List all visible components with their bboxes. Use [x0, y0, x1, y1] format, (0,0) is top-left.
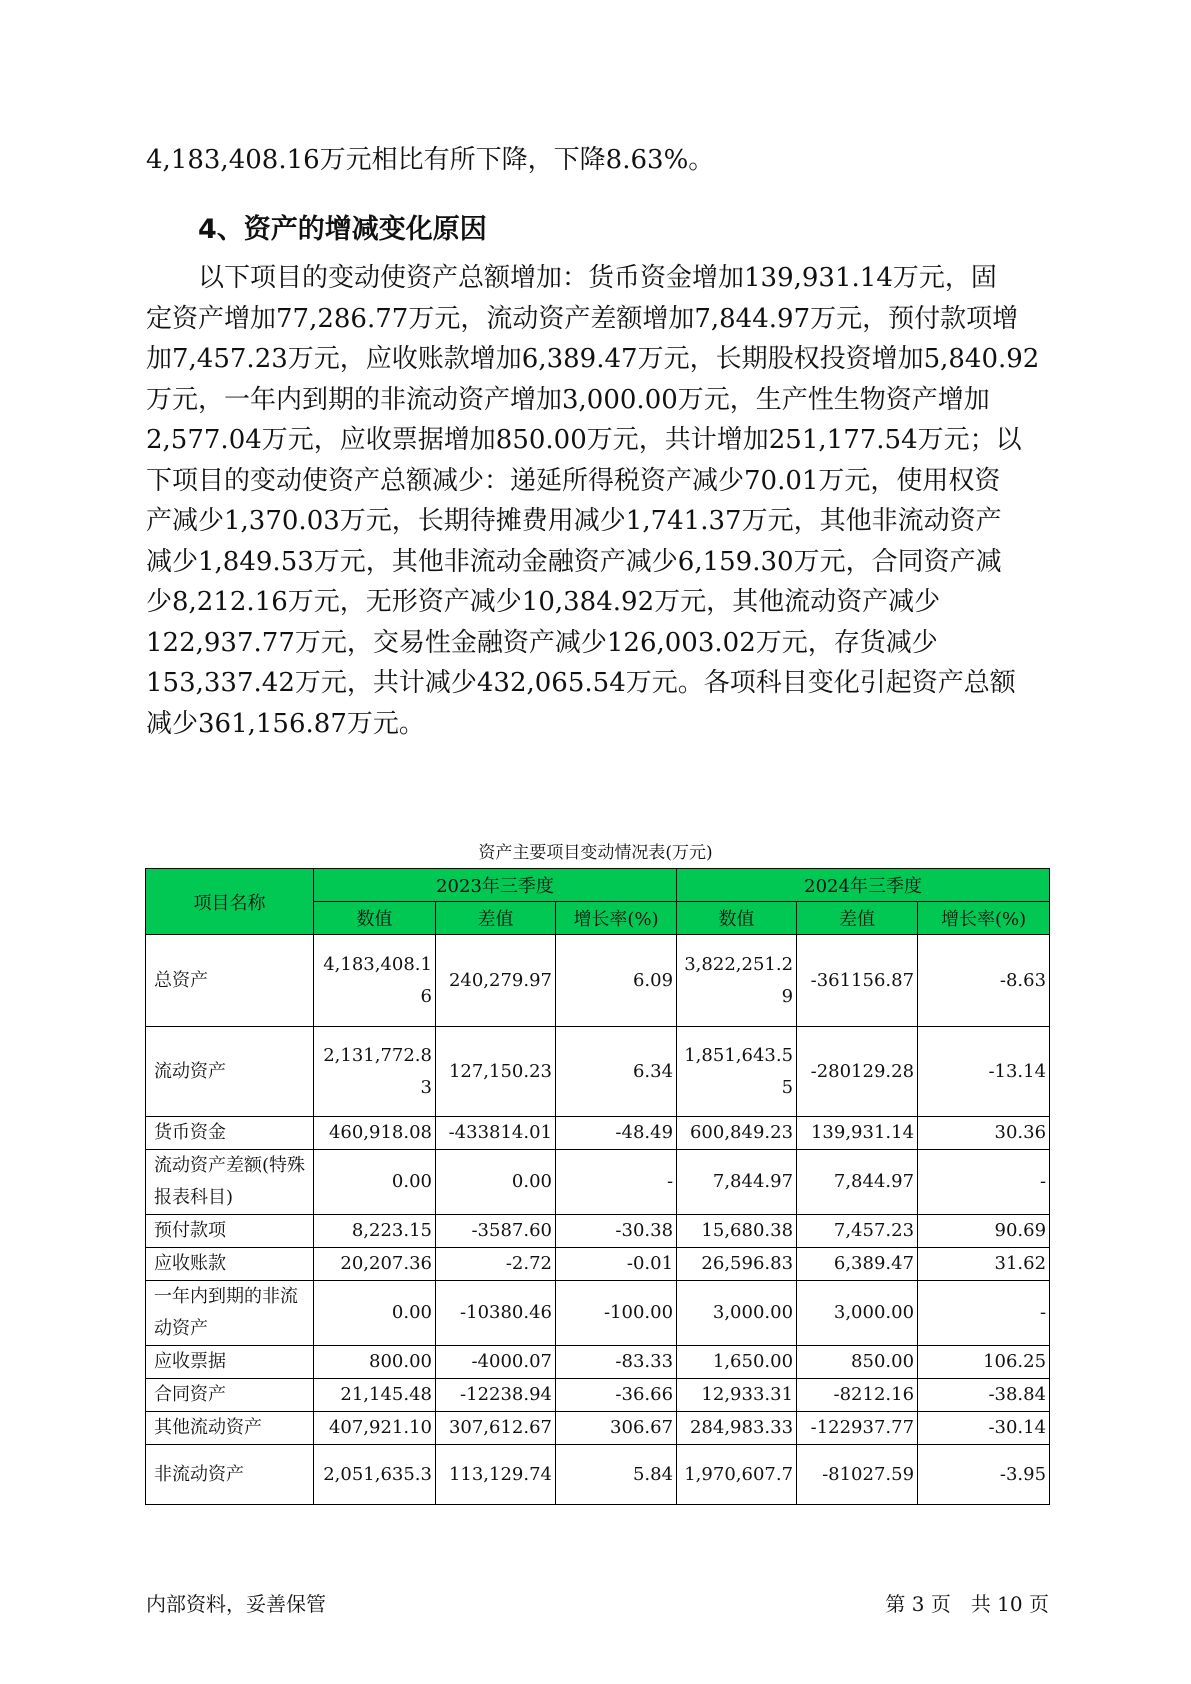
subheader-diff-2023: 差值	[436, 902, 556, 935]
cell-value-2023: 0.00	[314, 1150, 436, 1215]
subheader-growth-2024: 增长率(%)	[918, 902, 1050, 935]
cell-value-2023: 4,183,408.16	[314, 935, 436, 1027]
cell-value-2023: 20,207.36	[314, 1248, 436, 1281]
cell-diff-2024: -81027.59	[797, 1445, 918, 1505]
table-row	[146, 1281, 1050, 1346]
cell-value-2024: 15,680.38	[677, 1215, 797, 1248]
body-line: 定资产增加77,286.77万元，流动资产差额增加7,844.97万元，预付款项增	[146, 303, 1019, 334]
cell-diff-2023: -10380.46	[436, 1281, 556, 1346]
subheader-value-2024: 数值	[677, 902, 797, 935]
cell-value-2023: 21,145.48	[314, 1379, 436, 1412]
cell-value-2023: 0.00	[314, 1281, 436, 1346]
cell-diff-2024: 850.00	[797, 1346, 918, 1379]
footer-confidential: 内部资料，妥善保管	[146, 1592, 326, 1616]
table-row	[146, 1412, 1050, 1445]
subheader-value-2023: 数值	[314, 902, 436, 935]
cell-value-2024: 3,000.00	[677, 1281, 797, 1346]
cell-growth-2024: -	[918, 1150, 1050, 1215]
cell-growth-2024: -8.63	[918, 935, 1050, 1027]
cell-value-2023: 460,918.08	[314, 1117, 436, 1150]
cell-growth-2023: -83.33	[556, 1346, 677, 1379]
row-item-name: 预付款项	[146, 1215, 314, 1248]
body-line: 153,337.42万元，共计减少432,065.54万元。各项科目变化引起资产总额	[146, 668, 1016, 698]
body-line: 产减少1,370.03万元，长期待摊费用减少1,741.37万元，其他非流动资产	[146, 506, 1002, 536]
cell-value-2024: 284,983.33	[677, 1412, 797, 1445]
paragraph-continuation: 4,183,408.16万元相比有所下降，下降8.63%。	[146, 145, 715, 175]
row-item-name: 货币资金	[146, 1117, 314, 1150]
cell-growth-2023: -30.38	[556, 1215, 677, 1248]
body-line: 122,937.77万元，交易性金融资产减少126,003.02万元，存货减少	[146, 627, 938, 658]
subheader-diff-2024: 差值	[797, 902, 918, 935]
cell-value-2024: 1,970,607.7	[677, 1445, 797, 1505]
body-line: 下项目的变动使资产总额减少：递延所得税资产减少70.01万元，使用权资	[146, 465, 1001, 496]
table-row	[146, 1445, 1050, 1505]
cell-value-2024: 600,849.23	[677, 1117, 797, 1150]
row-item-name: 非流动资产	[146, 1445, 314, 1505]
cell-growth-2023: -100.00	[556, 1281, 677, 1346]
header-period-2024: 2024年三季度	[677, 869, 1050, 902]
cell-diff-2024: 6,389.47	[797, 1248, 918, 1281]
cell-growth-2023: 306.67	[556, 1412, 677, 1445]
cell-diff-2024: -361156.87	[797, 935, 918, 1027]
cell-diff-2023: 307,612.67	[436, 1412, 556, 1445]
header-item-name: 项目名称	[146, 869, 314, 935]
table-row	[146, 1346, 1050, 1379]
body-line: 少8,212.16万元，无形资产减少10,384.92万元，其他流动资产减少	[146, 587, 941, 617]
cell-value-2023: 800.00	[314, 1346, 436, 1379]
cell-growth-2023: 6.34	[556, 1027, 677, 1117]
table-row	[146, 1117, 1050, 1150]
row-item-name: 总资产	[146, 935, 314, 1027]
asset-change-table	[145, 868, 1050, 1505]
cell-value-2023: 8,223.15	[314, 1215, 436, 1248]
cell-growth-2024: 31.62	[918, 1248, 1050, 1281]
cell-diff-2023: 0.00	[436, 1150, 556, 1215]
cell-diff-2023: -3587.60	[436, 1215, 556, 1248]
cell-growth-2024: 30.36	[918, 1117, 1050, 1150]
cell-diff-2024: -122937.77	[797, 1412, 918, 1445]
cell-value-2024: 3,822,251.29	[677, 935, 797, 1027]
body-line: 减少361,156.87万元。	[146, 708, 425, 739]
cell-value-2024: 7,844.97	[677, 1150, 797, 1215]
cell-diff-2023: 127,150.23	[436, 1027, 556, 1117]
cell-value-2024: 26,596.83	[677, 1248, 797, 1281]
cell-growth-2024: -3.95	[918, 1445, 1050, 1505]
section-heading: 4、资产的增减变化原因	[198, 214, 487, 245]
cell-diff-2023: -4000.07	[436, 1346, 556, 1379]
body-line: 万元，一年内到期的非流动资产增加3,000.00万元，生产性生物资产增加	[146, 384, 990, 415]
cell-diff-2024: 7,844.97	[797, 1150, 918, 1215]
body-line: 减少1,849.53万元，其他非流动金融资产减少6,159.30万元，合同资产减	[146, 546, 1002, 577]
cell-diff-2024: 3,000.00	[797, 1281, 918, 1346]
body-line: 以下项目的变动使资产总额增加：货币资金增加139,931.14万元，固	[146, 263, 997, 293]
cell-diff-2024: -280129.28	[797, 1027, 918, 1117]
row-item-name: 合同资产	[146, 1379, 314, 1412]
cell-value-2024: 1,650.00	[677, 1346, 797, 1379]
cell-growth-2024: -30.14	[918, 1412, 1050, 1445]
cell-growth-2024: -	[918, 1281, 1050, 1346]
cell-growth-2024: 106.25	[918, 1346, 1050, 1379]
cell-diff-2023: 240,279.97	[436, 935, 556, 1027]
body-line: 2,577.04万元，应收票据增加850.00万元，共计增加251,177.54万元；以	[146, 425, 1022, 455]
cell-diff-2024: -8212.16	[797, 1379, 918, 1412]
row-item-name: 流动资产差额(特殊报表科目)	[146, 1150, 314, 1215]
table-row	[146, 1215, 1050, 1248]
cell-value-2023: 407,921.10	[314, 1412, 436, 1445]
header-period-2023: 2023年三季度	[314, 869, 677, 902]
cell-growth-2024: 90.69	[918, 1215, 1050, 1248]
cell-growth-2023: -	[556, 1150, 677, 1215]
body-line: 加7,457.23万元，应收账款增加6,389.47万元，长期股权投资增加5,840.92	[146, 344, 1040, 374]
subheader-growth-2023: 增长率(%)	[556, 902, 677, 935]
table-row	[146, 1150, 1050, 1215]
cell-value-2024: 12,933.31	[677, 1379, 797, 1412]
cell-growth-2023: 6.09	[556, 935, 677, 1027]
cell-diff-2023: 113,129.74	[436, 1445, 556, 1505]
cell-diff-2024: 7,457.23	[797, 1215, 918, 1248]
row-item-name: 一年内到期的非流动资产	[146, 1281, 314, 1346]
cell-value-2023: 2,131,772.83	[314, 1027, 436, 1117]
table-row	[146, 935, 1050, 1027]
row-item-name: 应收票据	[146, 1346, 314, 1379]
row-item-name: 其他流动资产	[146, 1412, 314, 1445]
cell-diff-2023: -2.72	[436, 1248, 556, 1281]
table-row	[146, 1248, 1050, 1281]
table-row	[146, 1027, 1050, 1117]
cell-diff-2023: -12238.94	[436, 1379, 556, 1412]
cell-growth-2023: -36.66	[556, 1379, 677, 1412]
cell-growth-2023: 5.84	[556, 1445, 677, 1505]
cell-diff-2024: 139,931.14	[797, 1117, 918, 1150]
cell-growth-2023: -48.49	[556, 1117, 677, 1150]
footer-page-number: 第 3 页 共 10 页	[885, 1592, 1049, 1616]
table-caption: 资产主要项目变动情况表(万元)	[478, 843, 713, 863]
cell-value-2024: 1,851,643.55	[677, 1027, 797, 1117]
row-item-name: 流动资产	[146, 1027, 314, 1117]
cell-value-2023: 2,051,635.3	[314, 1445, 436, 1505]
cell-growth-2024: -13.14	[918, 1027, 1050, 1117]
table-row	[146, 1379, 1050, 1412]
cell-diff-2023: -433814.01	[436, 1117, 556, 1150]
cell-growth-2023: -0.01	[556, 1248, 677, 1281]
cell-growth-2024: -38.84	[918, 1379, 1050, 1412]
row-item-name: 应收账款	[146, 1248, 314, 1281]
